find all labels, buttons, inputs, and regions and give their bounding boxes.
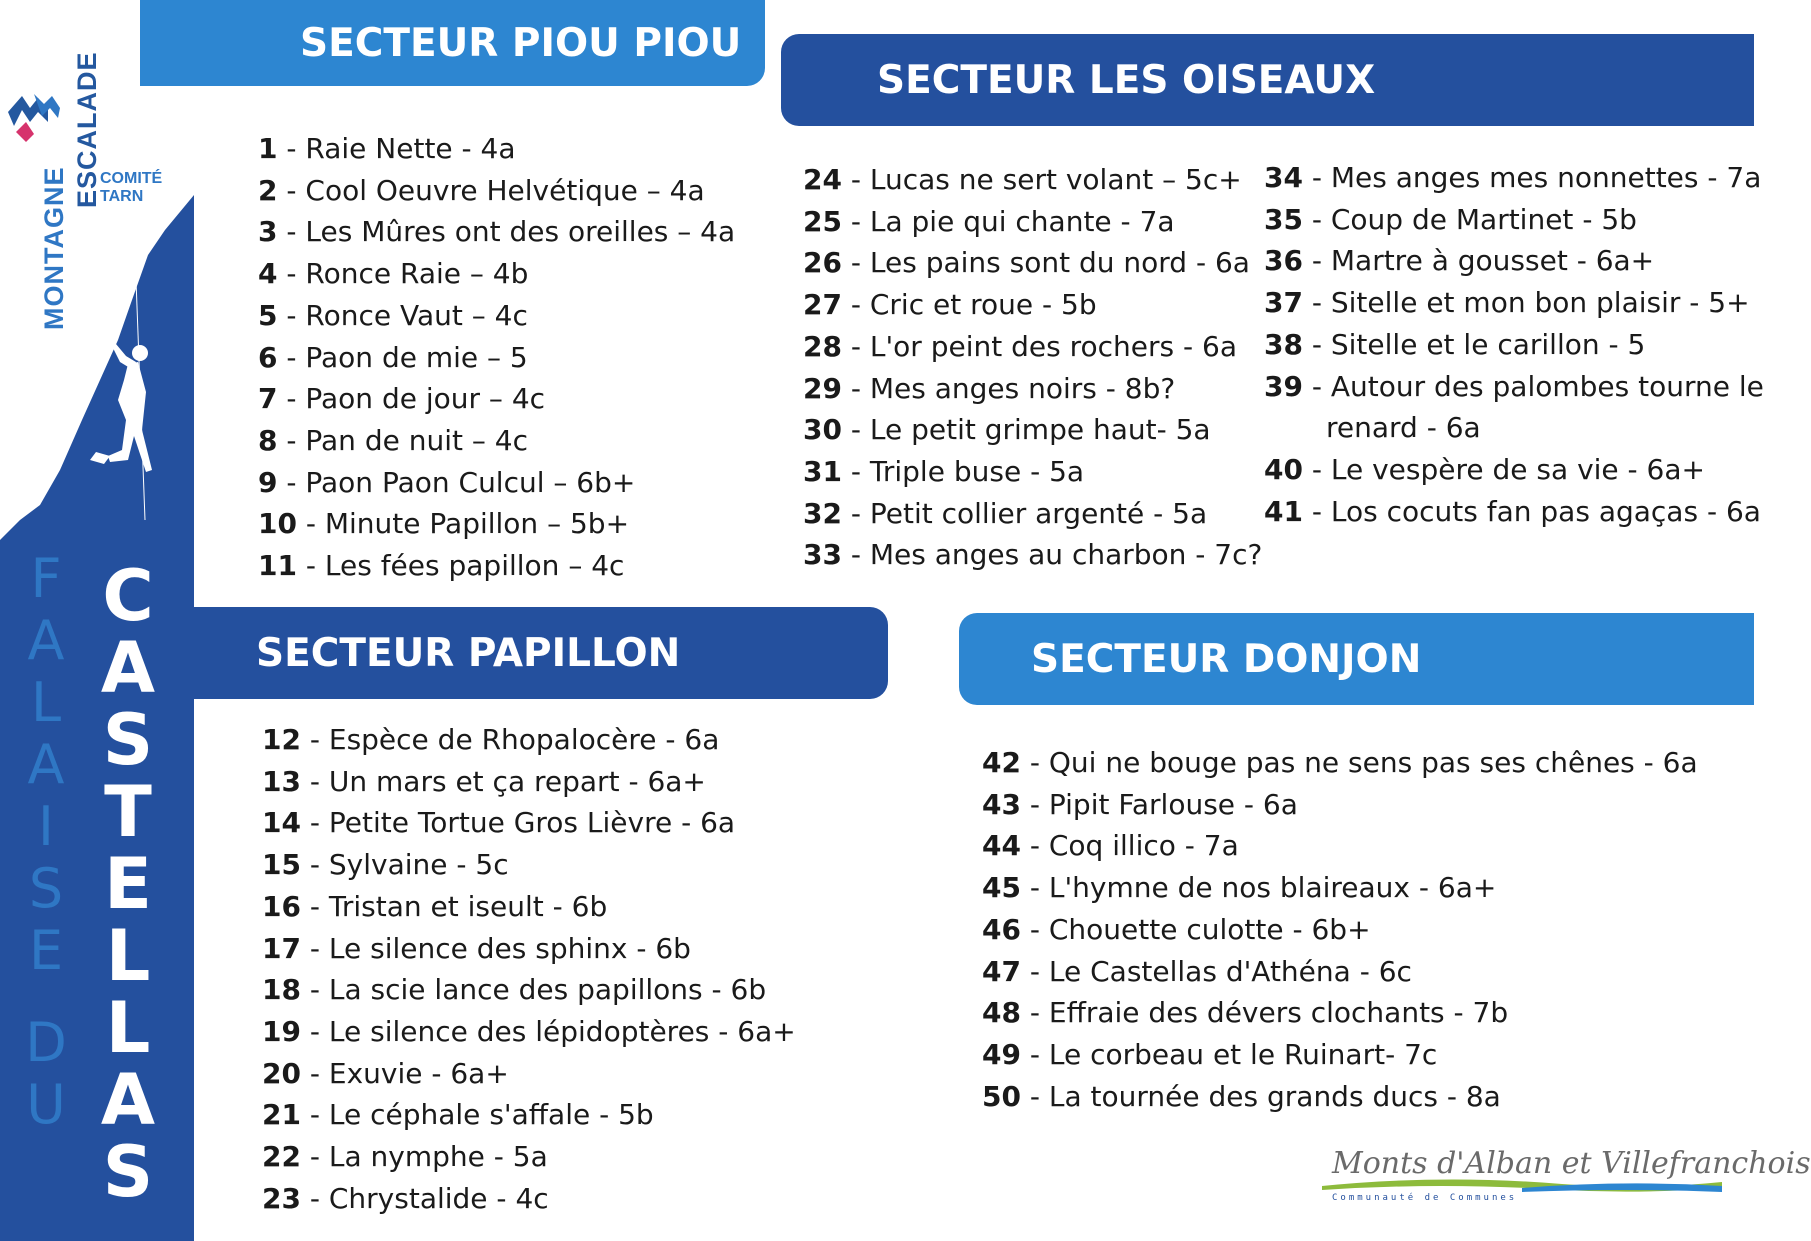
route-number: 10 (258, 507, 297, 541)
route-text: - Sitelle et mon bon plaisir - 5+ (1302, 286, 1750, 320)
route-text: - Tristan et iseult - 6b (300, 889, 608, 923)
route-number: 45 (982, 871, 1021, 905)
route-item (258, 128, 735, 170)
route-number: 28 (803, 329, 842, 363)
route-text: - Lucas ne sert volant – 5c+ (841, 163, 1242, 196)
route-text: - Pan de nuit – 4c (277, 423, 528, 457)
route-item (982, 742, 1698, 784)
brand-comite (100, 170, 162, 206)
route-text: - Paon Paon Culcul – 6b+ (277, 465, 636, 499)
castellas-vertical (100, 555, 156, 1213)
route-number: 50 (982, 1079, 1021, 1113)
route-number: 2 (258, 173, 278, 207)
route-number: 16 (262, 889, 301, 923)
route-text: - Petit collier argenté - 5a (841, 496, 1208, 530)
brand-comite-line2: TARN (100, 188, 144, 205)
route-item (262, 802, 796, 844)
route-text: - Los cocuts fan pas agaças - 6a (1302, 494, 1761, 528)
route-number: 23 (262, 1181, 301, 1215)
route-text: - Un mars et ça repart - 6a+ (300, 764, 706, 798)
route-list-piou-piou (258, 128, 735, 587)
route-number: 6 (258, 340, 278, 374)
falaise-letter: U (26, 1073, 66, 1136)
route-item (982, 1076, 1698, 1118)
route-item (982, 867, 1698, 909)
route-number: 13 (262, 764, 301, 798)
route-text: - Coq illico - 7a (1020, 829, 1239, 863)
route-text: - Martre à gousset - 6a+ (1302, 244, 1655, 278)
route-text: - Autour des palombes tourne le (1302, 369, 1764, 403)
route-item (803, 493, 1262, 535)
route-number: 4 (258, 257, 278, 291)
route-text: - Cric et roue - 5b (841, 288, 1097, 322)
falaise-letter: L (30, 671, 62, 734)
route-item (803, 409, 1262, 451)
route-item (1264, 157, 1764, 199)
falaise-letter: S (28, 857, 64, 920)
falaise-letter: D (25, 1011, 67, 1074)
route-text: - Chrystalide - 4c (300, 1181, 549, 1215)
route-item (982, 1034, 1698, 1076)
route-number: 15 (262, 848, 301, 882)
route-number: 48 (982, 996, 1021, 1030)
route-item (258, 337, 735, 379)
route-item (803, 284, 1262, 326)
route-text: - Minute Papillon – 5b+ (296, 507, 630, 541)
route-text: - La pie qui chante - 7a (841, 204, 1175, 238)
route-item (262, 969, 796, 1011)
falaise-letter: A (27, 609, 65, 672)
route-item (803, 159, 1262, 201)
route-text: - Pipit Farlouse - 6a (1020, 787, 1298, 821)
route-item (258, 211, 735, 253)
route-text: - L'hymne de nos blaireaux - 6a+ (1020, 871, 1497, 905)
brand-montagne: MONTAGNE (39, 166, 69, 330)
sector-title: SECTEUR DONJON (1031, 636, 1422, 682)
mountain-logo-icon (8, 94, 60, 142)
route-item (262, 1011, 796, 1053)
route-text: - La scie lance des papillons - 6b (300, 973, 767, 1007)
route-number: 19 (262, 1014, 301, 1048)
hills-icon (1322, 1174, 1722, 1194)
route-item (262, 1094, 796, 1136)
route-number: 32 (803, 496, 842, 530)
route-item (803, 201, 1262, 243)
route-text: - La nymphe - 5a (300, 1140, 548, 1174)
route-number: 7 (258, 382, 278, 416)
sector-piou-piou-banner (140, 0, 765, 86)
sector-donjon-banner (959, 613, 1754, 705)
route-number: 33 (803, 538, 842, 572)
route-item (1264, 199, 1764, 241)
castellas-letter: C (102, 555, 154, 637)
route-item (803, 451, 1262, 493)
route-text: - La tournée des grands ducs - 8a (1020, 1079, 1501, 1113)
sector-title: SECTEUR PIOU PIOU (300, 20, 742, 66)
route-number: 49 (982, 1037, 1021, 1071)
castellas-letter: T (104, 771, 152, 853)
castellas-letter: E (104, 843, 152, 925)
route-text: - Sitelle et le carillon - 5 (1302, 327, 1646, 361)
route-text: - Ronce Raie – 4b (277, 257, 529, 291)
route-list-oiseaux-col2 (1264, 157, 1764, 532)
route-number: 46 (982, 912, 1021, 946)
route-text: - Le corbeau et le Ruinart- 7c (1020, 1037, 1438, 1071)
route-text: - Petite Tortue Gros Lièvre - 6a (300, 806, 736, 840)
route-text: - Le petit grimpe haut- 5a (841, 413, 1211, 447)
route-number: 24 (803, 163, 842, 196)
route-item (258, 295, 735, 337)
route-item (262, 719, 796, 761)
route-item (258, 253, 735, 295)
route-number: 29 (803, 371, 842, 405)
falaise-letter: A (27, 733, 65, 796)
route-number: 34 (1264, 161, 1303, 194)
route-number: 1 (258, 132, 278, 165)
route-item (803, 326, 1262, 368)
route-item (262, 928, 796, 970)
route-number: 22 (262, 1140, 301, 1174)
route-item (803, 534, 1262, 576)
falaise-letter: E (28, 919, 64, 982)
route-number: 20 (262, 1056, 301, 1090)
route-number: 14 (262, 806, 301, 840)
route-text: - Mes anges mes nonnettes - 7a (1302, 161, 1762, 194)
route-text: - Exuvie - 6a+ (300, 1056, 509, 1090)
brand-comite-line1: COMITÉ (100, 170, 163, 187)
route-number: 3 (258, 215, 278, 249)
route-item (1264, 324, 1764, 366)
route-number: 21 (262, 1098, 301, 1132)
route-item (982, 784, 1698, 826)
route-item (803, 242, 1262, 284)
route-text: - Le vespère de sa vie - 6a+ (1302, 452, 1705, 486)
route-number: 17 (262, 931, 301, 965)
route-item (803, 368, 1262, 410)
route-text: - Qui ne bouge pas ne sens pas ses chênes - 6a (1020, 746, 1698, 779)
route-item (258, 503, 735, 545)
sector-title: SECTEUR PAPILLON (256, 630, 681, 676)
route-text: - Le céphale s'affale - 5b (300, 1098, 654, 1132)
route-item (262, 844, 796, 886)
route-text: - L'or peint des rochers - 6a (841, 329, 1237, 363)
route-number: 30 (803, 413, 842, 447)
route-item (258, 170, 735, 212)
brand-escalade: ESCALADE (72, 51, 102, 208)
route-text: - Espèce de Rhopalocère - 6a (300, 723, 720, 756)
route-number: 37 (1264, 286, 1303, 320)
castellas-letter: A (100, 627, 156, 709)
route-text: - Mes anges au charbon - 7c? (841, 538, 1263, 572)
sector-title: SECTEUR LES OISEAUX (877, 57, 1376, 103)
route-item (258, 545, 735, 587)
route-item (1264, 240, 1764, 282)
route-list-donjon (982, 742, 1698, 1117)
community-logo-name: Monts d'Alban et Villefranchois (1332, 1146, 1811, 1181)
route-item (1264, 491, 1764, 533)
route-number: 27 (803, 288, 842, 322)
route-item (258, 462, 735, 504)
route-number: 26 (803, 246, 842, 280)
route-item (982, 992, 1698, 1034)
route-item (262, 1053, 796, 1095)
route-text-continuation: renard - 6a (1326, 411, 1481, 445)
route-number: 43 (982, 787, 1021, 821)
route-number: 25 (803, 204, 842, 238)
route-text: - Raie Nette - 4a (277, 132, 516, 165)
route-text: - Ronce Vaut – 4c (277, 298, 528, 332)
route-list-oiseaux-col1 (803, 159, 1262, 576)
sector-papillon-banner (194, 607, 888, 699)
castellas-letter: A (100, 1059, 156, 1141)
community-logo (1322, 1146, 1811, 1206)
castellas-letter: S (102, 699, 154, 781)
route-item (1264, 282, 1764, 324)
route-item (258, 378, 735, 420)
route-text: - Coup de Martinet - 5b (1302, 202, 1637, 236)
route-number: 38 (1264, 327, 1303, 361)
route-number: 31 (803, 454, 842, 488)
castellas-letter: S (102, 1131, 154, 1213)
route-item (262, 886, 796, 928)
route-item (982, 951, 1698, 993)
route-number: 11 (258, 549, 297, 583)
route-number: 44 (982, 829, 1021, 863)
route-item (982, 909, 1698, 951)
route-text: - Effraie des dévers clochants - 7b (1020, 996, 1509, 1030)
castellas-letter: L (105, 987, 151, 1069)
route-number: 18 (262, 973, 301, 1007)
route-list-papillon (262, 719, 796, 1219)
community-logo-subtitle: Communauté de Communes (1332, 1193, 1518, 1203)
route-number: 12 (262, 723, 301, 756)
route-number: 5 (258, 298, 278, 332)
sector-oiseaux-banner (781, 34, 1754, 126)
route-number: 35 (1264, 202, 1303, 236)
route-number: 8 (258, 423, 278, 457)
route-item (982, 825, 1698, 867)
route-item (262, 1136, 796, 1178)
castellas-letter: L (105, 915, 151, 997)
route-number: 9 (258, 465, 278, 499)
route-text: - Mes anges noirs - 8b? (841, 371, 1176, 405)
route-text: - Paon de jour – 4c (277, 382, 546, 416)
route-text: - Paon de mie – 5 (277, 340, 528, 374)
route-item (262, 1178, 796, 1220)
route-number: 40 (1264, 452, 1303, 486)
falaise-letter: I (38, 795, 54, 858)
route-text: - Les pains sont du nord - 6a (841, 246, 1250, 280)
route-text: - Chouette culotte - 6b+ (1020, 912, 1371, 946)
route-number: 47 (982, 954, 1021, 988)
route-item (1264, 449, 1764, 491)
route-text: - Cool Oeuvre Helvétique – 4a (277, 173, 705, 207)
route-text: - Sylvaine - 5c (300, 848, 509, 882)
route-text: - Les Mûres ont des oreilles – 4a (277, 215, 736, 249)
route-text: - Le silence des lépidoptères - 6a+ (300, 1014, 796, 1048)
route-number: 41 (1264, 494, 1303, 528)
falaise-letter: F (30, 547, 62, 610)
route-number: 36 (1264, 244, 1303, 278)
route-item (1264, 366, 1764, 449)
route-number: 42 (982, 746, 1021, 779)
route-number: 39 (1264, 369, 1303, 403)
route-item (258, 420, 735, 462)
route-text: - Les fées papillon – 4c (296, 549, 625, 583)
falaise-du-vertical (26, 548, 66, 1136)
route-item (262, 761, 796, 803)
route-text: - Le Castellas d'Athéna - 6c (1020, 954, 1412, 988)
route-text: - Triple buse - 5a (841, 454, 1085, 488)
route-text: - Le silence des sphinx - 6b (300, 931, 691, 965)
